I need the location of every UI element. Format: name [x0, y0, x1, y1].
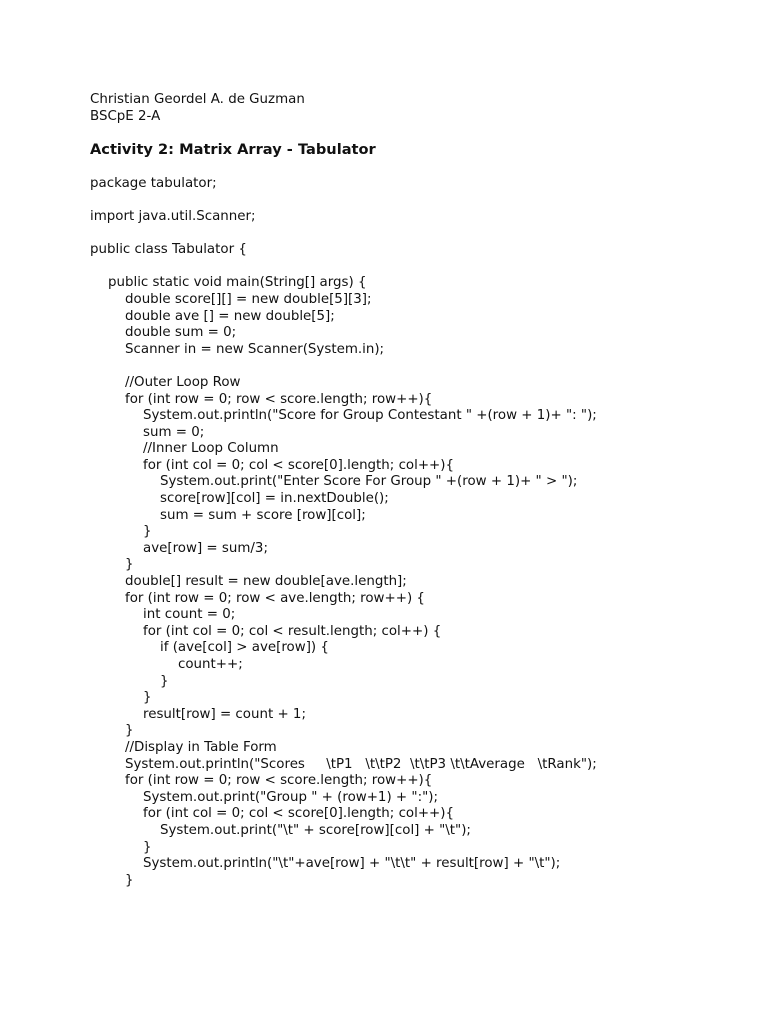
code-line: [90, 358, 750, 375]
code-line: //Outer Loop Row: [125, 374, 241, 390]
code-line: sum = sum + score [row][col];: [160, 507, 366, 523]
author-name: Christian Geordel A. de Guzman: [90, 92, 305, 107]
code-line: System.out.println("Score for Group Contestant " +(row + 1)+ ": ");: [143, 408, 597, 424]
code-line: }: [125, 723, 134, 739]
code-line: sum = 0;: [143, 424, 205, 440]
code-line: double[] result = new double[ave.length];: [125, 574, 407, 590]
code-line: double score[][] = new double[5][3];: [125, 291, 372, 307]
code-line: //Display in Table Form: [125, 739, 277, 755]
code-line: System.out.println("Scores \tP1 \t\tP2 \t\tP3 \t\tAverage \tRank");: [125, 756, 597, 772]
code-line: }: [125, 872, 134, 888]
code-line: }: [125, 557, 134, 573]
code-line: int count = 0;: [143, 607, 236, 623]
code-line: result[row] = count + 1;: [143, 706, 306, 722]
code-line: System.out.println("\t"+ave[row] + "\t\t" + result[row] + "\t");: [143, 856, 561, 872]
code-line: double sum = 0;: [125, 325, 237, 341]
code-listing: [90, 176, 750, 890]
code-line: //Inner Loop Column: [143, 441, 279, 457]
code-line: if (ave[col] > ave[row]) {: [160, 640, 329, 656]
code-line: Scanner in = new Scanner(System.in);: [125, 341, 385, 357]
code-line: }: [160, 673, 169, 689]
code-line: for (int col = 0; col < score[0].length; col++){: [143, 457, 455, 473]
code-line: import java.util.Scanner;: [90, 208, 256, 224]
activity-title: Activity 2: Matrix Array - Tabulator: [90, 141, 376, 159]
code-line: System.out.print("Group " + (row+1) + ":");: [143, 789, 438, 805]
code-line: for (int row = 0; row < score.length; row++){: [125, 391, 433, 407]
code-line: System.out.print("Enter Score For Group " +(row + 1)+ " > ");: [160, 474, 578, 490]
code-line: }: [143, 524, 152, 540]
code-line: score[row][col] = in.nextDouble();: [160, 491, 389, 507]
code-line: for (int col = 0; col < result.length; col++) {: [143, 623, 442, 639]
document-page: [90, 92, 750, 889]
code-line: }: [143, 690, 152, 706]
code-line: double ave [] = new double[5];: [125, 308, 335, 324]
code-line: [90, 259, 750, 276]
code-line: ave[row] = sum/3;: [143, 540, 268, 556]
code-line: for (int row = 0; row < score.length; row++){: [125, 773, 433, 789]
code-line: [90, 192, 750, 209]
code-line: for (int row = 0; row < ave.length; row++) {: [125, 590, 425, 606]
code-line: public class Tabulator {: [90, 242, 247, 258]
code-line: for (int col = 0; col < score[0].length; col++){: [143, 806, 455, 822]
code-line: public static void main(String[] args) {: [108, 275, 367, 291]
code-line: System.out.print("\t" + score[row][col] + "\t");: [160, 822, 471, 838]
code-line: [90, 226, 750, 243]
code-line: }: [143, 839, 152, 855]
class-section: BSCpE 2-A: [90, 108, 161, 124]
code-line: package tabulator;: [90, 175, 217, 191]
code-line: count++;: [178, 657, 243, 672]
